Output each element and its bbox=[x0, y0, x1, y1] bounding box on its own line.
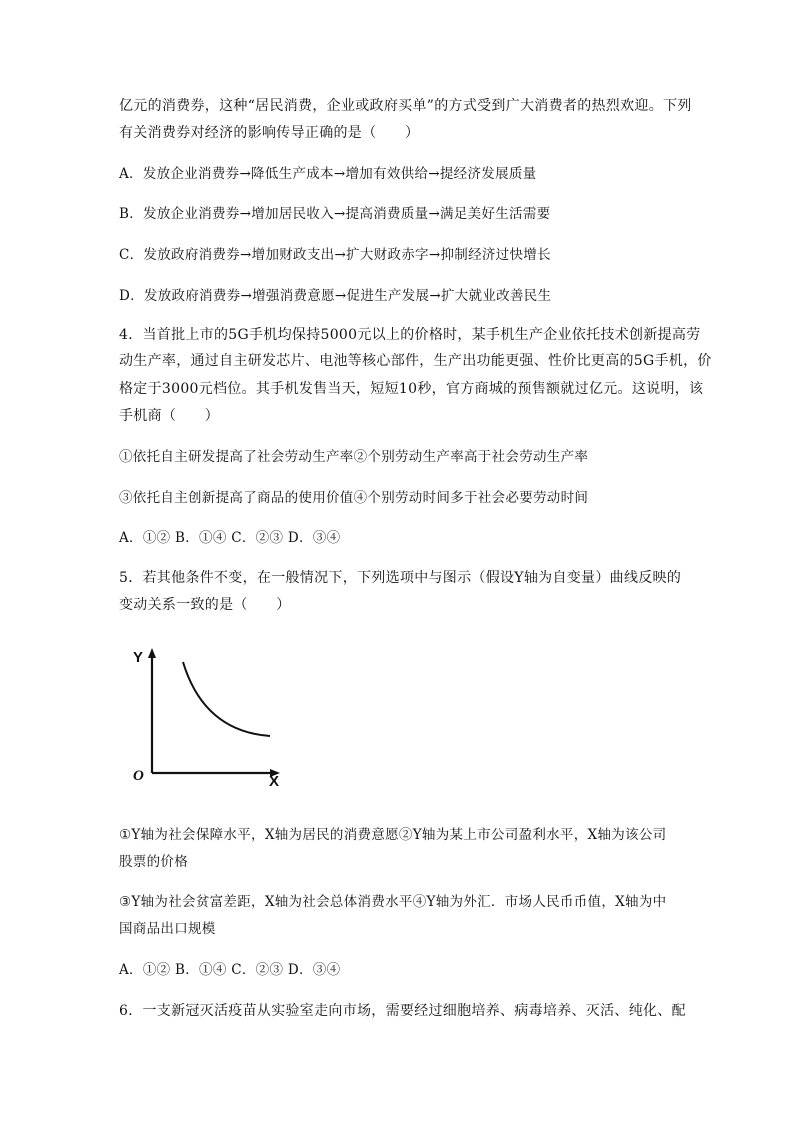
q4-answer-options: A．①② B．①④ C．②③ D．③④ bbox=[119, 530, 341, 546]
q5-answer-options: A．①② B．①④ C．②③ D．③④ bbox=[119, 962, 341, 978]
q4-stem-line-1: 4．当首批上市的5G手机均保持5000元以上的价格时，某手机生产企业依托技术创新提高劳 bbox=[119, 327, 701, 343]
q3-stem-line-1: 亿元的消费券，这种“居民消费，企业或政府买单”的方式受到广大消费者的热烈欢迎。下列 bbox=[119, 98, 692, 114]
q5-stem-line-2: 变动关系一致的是（ ） bbox=[119, 597, 291, 613]
q3-option-a: A．发放企业消费券→降低生产成本→增加有效供给→提经济发展质量 bbox=[119, 166, 537, 182]
decreasing-curve bbox=[183, 662, 270, 736]
q4-stem-line-2: 动生产率，通过自主研发芯片、电池等核心部件，生产出功能更强、性价比更高的5G手机，价 bbox=[119, 353, 712, 369]
q3-option-c: C．发放政府消费券→增加财政支出→扩大财政赤字→抑制经济过快增长 bbox=[119, 247, 551, 263]
q5-stem-line-1: 5．若其他条件不变，在一般情况下，下列选项中与图示（假设Y轴为自变量）曲线反映的 bbox=[119, 570, 682, 586]
q4-stem-line-3: 格定于3000元档位。其手机发售当天，短短10秒，官方商城的预售额就过亿元。这说明，该 bbox=[119, 381, 704, 397]
q4-statement-line-2: ③依托自主创新提高了商品的使用价值④个别劳动时间多于社会必要劳动时间 bbox=[119, 490, 589, 506]
q5-statement-line-3: ③Y轴为社会贫富差距，X轴为社会总体消费水平④Y轴为外汇．市场人民币币值，X轴为中 bbox=[119, 894, 667, 910]
x-axis-label: X bbox=[269, 773, 280, 790]
q6-stem-line-1: 6．一支新冠灭活疫苗从实验室走向市场，需要经过细胞培养、病毒培养、灭活、纯化、配 bbox=[119, 1003, 686, 1019]
q4-stem-line-4: 手机商（ ） bbox=[119, 408, 220, 424]
q5-statement-line-2: 股票的价格 bbox=[119, 854, 188, 870]
q5-statement-line-4: 国商品出口规模 bbox=[119, 921, 216, 937]
q3-stem-line-2: 有关消费券对经济的影响传导正确的是（ ） bbox=[119, 125, 420, 141]
q3-option-d: D．发放政府消费券→增强消费意愿→促进生产发展→扩大就业改善民生 bbox=[119, 288, 552, 304]
q5-curve-graph bbox=[125, 640, 295, 790]
y-axis-arrow bbox=[148, 648, 156, 658]
q4-statement-line-1: ①依托自主研发提高了社会劳动生产率②个别劳动生产率高于社会劳动生产率 bbox=[119, 449, 589, 465]
origin-label: O bbox=[133, 768, 144, 784]
q5-statement-line-1: ①Y轴为社会保障水平，X轴为居民的消费意愿②Y轴为某上市公司盈利水平，X轴为该公司 bbox=[119, 827, 667, 843]
q3-option-b: B．发放企业消费券→增加居民收入→提高消费质量→满足美好生活需要 bbox=[119, 206, 551, 222]
y-axis-label: Y bbox=[133, 649, 144, 666]
